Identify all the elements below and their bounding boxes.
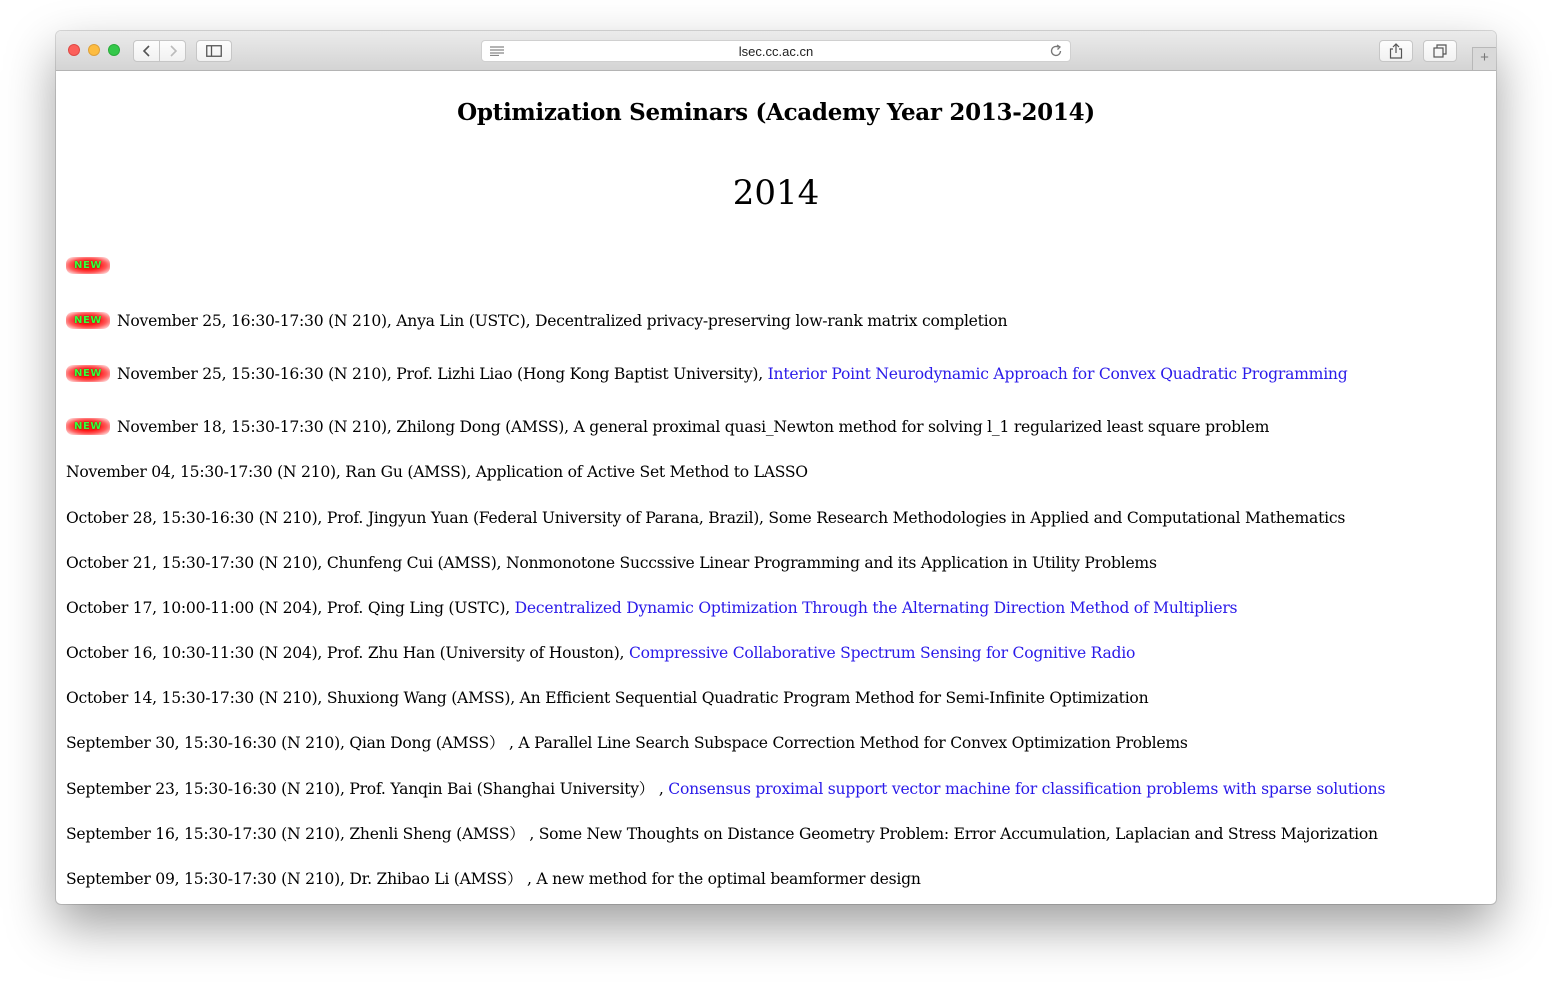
seminar-entry [66, 508, 1345, 528]
forward-button[interactable] [159, 40, 186, 62]
page-title: Optimization Seminars (Academy Year 2013-2014) [457, 99, 1095, 126]
seminar-title-link[interactable]: Interior Point Neurodynamic Approach for Convex Quadratic Programming [767, 365, 1348, 383]
seminar-entry [66, 598, 1237, 618]
seminar-entry [66, 364, 1347, 385]
seminar-entry [66, 417, 1269, 438]
seminar-entry [66, 688, 1148, 708]
address-bar[interactable] [481, 40, 1071, 62]
year-heading: 2014 [732, 173, 820, 213]
seminar-text: September 23, 15:30-16:30 (N 210), Prof. Yanqin Bai (Shanghai University） , [66, 780, 669, 798]
minimize-window-button[interactable] [88, 44, 100, 56]
seminar-title-link[interactable]: Consensus proximal support vector machine for classification problems with sparse solutions [668, 780, 1386, 798]
share-icon [1389, 43, 1403, 59]
plus-icon: + [1480, 49, 1489, 66]
seminar-entry [66, 311, 1007, 332]
seminar-text: November 25, 16:30-17:30 (N 210), Anya Lin (USTC), Decentralized privacy-preserving low-rank matrix completion [117, 312, 1008, 330]
page-content [56, 71, 1496, 904]
new-badge: NEW [66, 312, 110, 329]
show-tabs-button[interactable] [1423, 40, 1457, 62]
new-badge: NEW [66, 418, 110, 435]
seminar-entry [66, 779, 1385, 799]
reload-icon[interactable] [1049, 44, 1063, 58]
browser-window [56, 31, 1496, 904]
sidebar-icon [206, 45, 222, 57]
seminar-text: October 21, 15:30-17:30 (N 210), Chunfeng Cui (AMSS), Nonmonotone Succssive Linear Programming and its Application in Utility Problems [66, 554, 1157, 572]
url-text: lsec.cc.ac.cn [738, 44, 814, 59]
seminar-text: November 04, 15:30-17:30 (N 210), Ran Gu (AMSS), Application of Active Set Method to LASSO [66, 463, 808, 481]
back-button[interactable] [133, 40, 160, 62]
seminar-text: October 16, 10:30-11:30 (N 204), Prof. Zhu Han (University of Houston), [66, 644, 629, 662]
seminar-text: October 17, 10:00-11:00 (N 204), Prof. Qing Ling (USTC), [66, 599, 515, 617]
seminar-entry [66, 824, 1378, 844]
forward-icon [168, 45, 178, 57]
seminar-text: October 14, 15:30-17:30 (N 210), Shuxiong Wang (AMSS), An Efficient Sequential Quadratic Program Method for Semi-Infinite Optimization [66, 689, 1149, 707]
back-icon [142, 45, 152, 57]
share-button[interactable] [1379, 40, 1413, 62]
new-badge: NEW [66, 257, 110, 274]
close-window-button[interactable] [68, 44, 80, 56]
seminar-entry [66, 733, 1188, 753]
seminar-text: November 25, 15:30-16:30 (N 210), Prof. Lizhi Liao (Hong Kong Baptist University), [117, 365, 768, 383]
new-tab-button[interactable] [1472, 47, 1496, 70]
seminar-text: September 16, 15:30-17:30 (N 210), Zhenli Sheng (AMSS） , Some New Thoughts on Distance Geometry Problem: Error Accumulation, Laplacian and Stress Majorization [66, 825, 1378, 843]
seminar-text: November 18, 15:30-17:30 (N 210), Zhilong Dong (AMSS), A general proximal quasi_Newton method for solving l_1 regularized least square problem [117, 418, 1270, 436]
seminar-title-link[interactable]: Compressive Collaborative Spectrum Sensing for Cognitive Radio [628, 644, 1136, 662]
seminar-entry [66, 462, 808, 482]
seminar-entry [66, 553, 1157, 573]
seminar-entry [66, 643, 1135, 663]
seminar-text: September 09, 15:30-17:30 (N 210), Dr. Zhibao Li (AMSS） , A new method for the optimal beamformer design [66, 870, 921, 888]
sidebar-button[interactable] [196, 40, 232, 62]
new-badge: NEW [66, 365, 110, 382]
seminar-title-link[interactable]: Decentralized Dynamic Optimization Through the Alternating Direction Method of Multipliers [514, 599, 1238, 617]
browser-toolbar [56, 31, 1496, 71]
zoom-window-button[interactable] [108, 44, 120, 56]
seminar-text: October 28, 15:30-16:30 (N 210), Prof. Jingyun Yuan (Federal University of Parana, Brazil), Some Research Methodologies in Applied and Computational Mathematics [66, 509, 1346, 527]
new-badge-standalone [66, 256, 117, 277]
seminar-entry [66, 869, 921, 889]
tabs-icon [1433, 44, 1447, 58]
seminar-text: September 30, 15:30-16:30 (N 210), Qian Dong (AMSS） , A Parallel Line Search Subspace Correction Method for Convex Optimization Problems [66, 734, 1188, 752]
